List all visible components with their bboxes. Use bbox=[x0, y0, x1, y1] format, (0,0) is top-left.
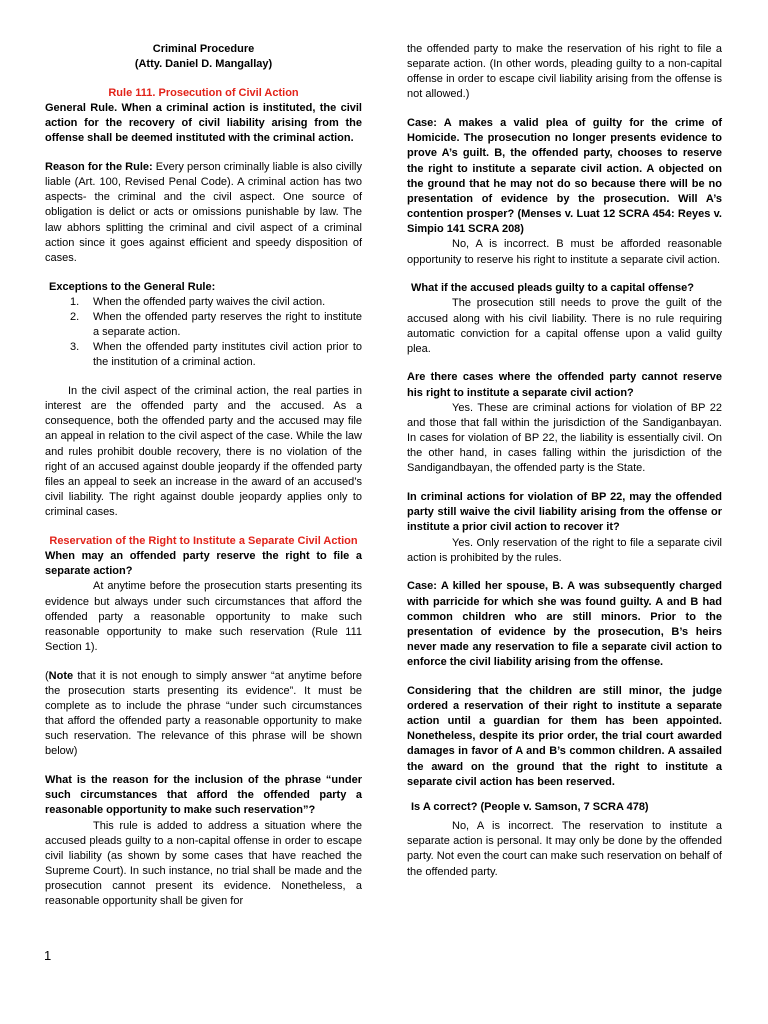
list-item-number: 2. bbox=[70, 310, 80, 323]
civil-aspect-paragraph: In the civil aspect of the criminal action, the real parties in interest are the offended party and the accused. As a consequence, both the offended party and the accused may file an appeal in relation to the civil aspect of the case. While the law and rules prohibit double recovery, there is no violation of the right of an accused against double jeopardy if the offended party files an appeal to seek an increase in the award of an accused’s civil liability. The right against double jeopardy applies only to criminal cases. bbox=[45, 384, 362, 519]
answer-bp22-waive: Yes. Only reservation of the right to file a separate civil action is prohibited by the rules. bbox=[407, 536, 722, 564]
exceptions-list bbox=[45, 295, 362, 371]
reservation-heading: Reservation of the Right to Institute a Separate Civil Action bbox=[49, 534, 358, 547]
reason-label: Reason for the Rule: bbox=[45, 160, 153, 173]
list-item-text: When the offended party institutes civil action prior to the institution of a criminal action. bbox=[93, 341, 362, 369]
note-paragraph bbox=[45, 669, 362, 760]
general-rule-paragraph: General Rule. When a criminal action is instituted, the civil action for the recovery of civil liability arising from the offense shall be deemed instituted with the criminal action. bbox=[45, 101, 362, 145]
exceptions-heading: Exceptions to the General Rule: bbox=[49, 280, 216, 293]
list-item-number: 1. bbox=[70, 295, 80, 308]
answer-is-a-correct: No, A is incorrect. The reservation to institute a separate action is personal. It may only be done by the offended party. Not even the court can make such reservation on behalf of the offended party. bbox=[407, 820, 722, 878]
question-capital-offense: What if the accused pleads guilty to a capital offense? bbox=[411, 282, 694, 295]
list-item-text: When the offended party reserves the right to institute a separate action. bbox=[93, 310, 362, 338]
note-open-paren: ( bbox=[45, 669, 49, 682]
left-column bbox=[45, 42, 362, 909]
list-item-number: 3. bbox=[70, 341, 80, 354]
question-bp22-waive: In criminal actions for violation of BP 22, may the offended party still waive the civil liability arising from the offense or institute a prior civil action to recover it? bbox=[407, 491, 722, 534]
document-author: (Atty. Daniel D. Mangallay) bbox=[134, 58, 273, 71]
list-item bbox=[45, 340, 362, 370]
note-label: Note bbox=[48, 669, 74, 682]
answer-when-reserve: At anytime before the prosecution starts presenting its evidence but always under such circumstances that afford the offended party a reasonable opportunity to make such reasonable opportunity to make such reservation (Rule 111 Section 1). bbox=[45, 580, 362, 653]
answer-cannot-reserve: Yes. These are criminal actions for violation of BP 22 and those that fall within the jurisdiction of the Sandiganbayan. In cases for violation of BP 22, the liability is essentially civil. On the other hand, in cases falling within the jurisdiction of the Sandigandbayan, the offended party is the State. bbox=[407, 401, 722, 475]
case-parricide-continued: Considering that the children are still minor, the judge ordered a reservation of their right to institute a separate action until a guardian for them has been appointed. Nonetheless, despite its prior order, the trial court awarded damages in favor of A and B’s common children. A assailed the award on the ground that the right to institute a separate civil action has been reserved. bbox=[407, 684, 722, 788]
note-text: that it is not enough to simply answer “at anytime before the prosecution starts presenting its evidence”. It must be complete as to include the phrase “under such circumstances that afford the offended party a reasonable opportunity to make such reservation. The relevance of this phrase will be shown below) bbox=[45, 669, 362, 758]
case-parricide: Case: A killed her spouse, B. A was subsequently charged with parricide for which she was found guilty. A and B had common children who are still minors. Prior to the presentation of evidence by the prosecution, B’s heirs never made any reservation to file a separate civil action to enforce the civil liability arising from the offense. bbox=[407, 580, 722, 669]
reason-paragraph bbox=[45, 160, 362, 266]
question-when-reserve: When may an offended party reserve the right to file a separate action? bbox=[45, 550, 362, 578]
case-homicide: Case: A makes a valid plea of guilty for the crime of Homicide. The prosecution no longer presents evidence to prove A’s guilt. B, the offended party, chooses to reserve the right to institute a separate civil action. A objected on the ground that he may not do so because there will be no presentation of evidence by the prosecution. Will A’s contention prosper? (Menses v. Luat 12 SCRA 454: Reyes v. Simpio 141 SCRA 208) bbox=[407, 117, 722, 236]
list-item bbox=[45, 310, 362, 340]
answer-reason-phrase-start: This rule is added to address a situation where the accused pleads guilty to a non-capital offense in order to escape civil liability (as shown by some cases that have reached the Supreme Court). In such instance, no trial shall be made and the prosecution cannot present its evidence. Nonetheless, a reasonable opportunity shall be given for bbox=[45, 819, 362, 908]
list-item bbox=[45, 295, 362, 310]
question-reason-phrase: What is the reason for the inclusion of the phrase “under such circumstances that afford the offended party a reasonable opportunity to make such reservation”? bbox=[45, 774, 362, 817]
answer-capital-offense: The prosecution still needs to prove the guilt of the accused along with his civil liability. There is no rule requiring automatic conviction for a capital offense upon a valid guilty plea. bbox=[407, 297, 722, 355]
question-is-a-correct: Is A correct? (People v. Samson, 7 SCRA 478) bbox=[411, 800, 649, 813]
rule-heading: Rule 111. Prosecution of Civil Action bbox=[108, 86, 299, 99]
answer-reason-phrase-continued: the offended party to make the reservation of his right to file a separate action. (In other words, pleading guilty to a non-capital offense in order to escape civil liability arising from the offense is not allowed.) bbox=[407, 43, 722, 101]
page-number: 1 bbox=[44, 948, 52, 963]
list-item-text: When the offended party waives the civil action. bbox=[93, 295, 326, 308]
right-column bbox=[407, 42, 722, 880]
document-title: Criminal Procedure bbox=[152, 43, 255, 55]
reason-text: Every person criminally liable is also civilly liable (Art. 100, Revised Penal Code). A criminal action has two aspects- the criminal and the civil aspect. One source of obligation is delict or acts or omissions punishable by law. The law abhors splitting the criminal and civil aspect of a criminal action since it goes against efficient and speedy disposition of cases. bbox=[45, 160, 362, 264]
question-cannot-reserve: Are there cases where the offended party cannot reserve his right to institute a separate civil action? bbox=[407, 371, 722, 399]
answer-homicide: No, A is incorrect. B must be afforded reasonable opportunity to reserve his right to institute a separate civil action. bbox=[407, 238, 722, 266]
